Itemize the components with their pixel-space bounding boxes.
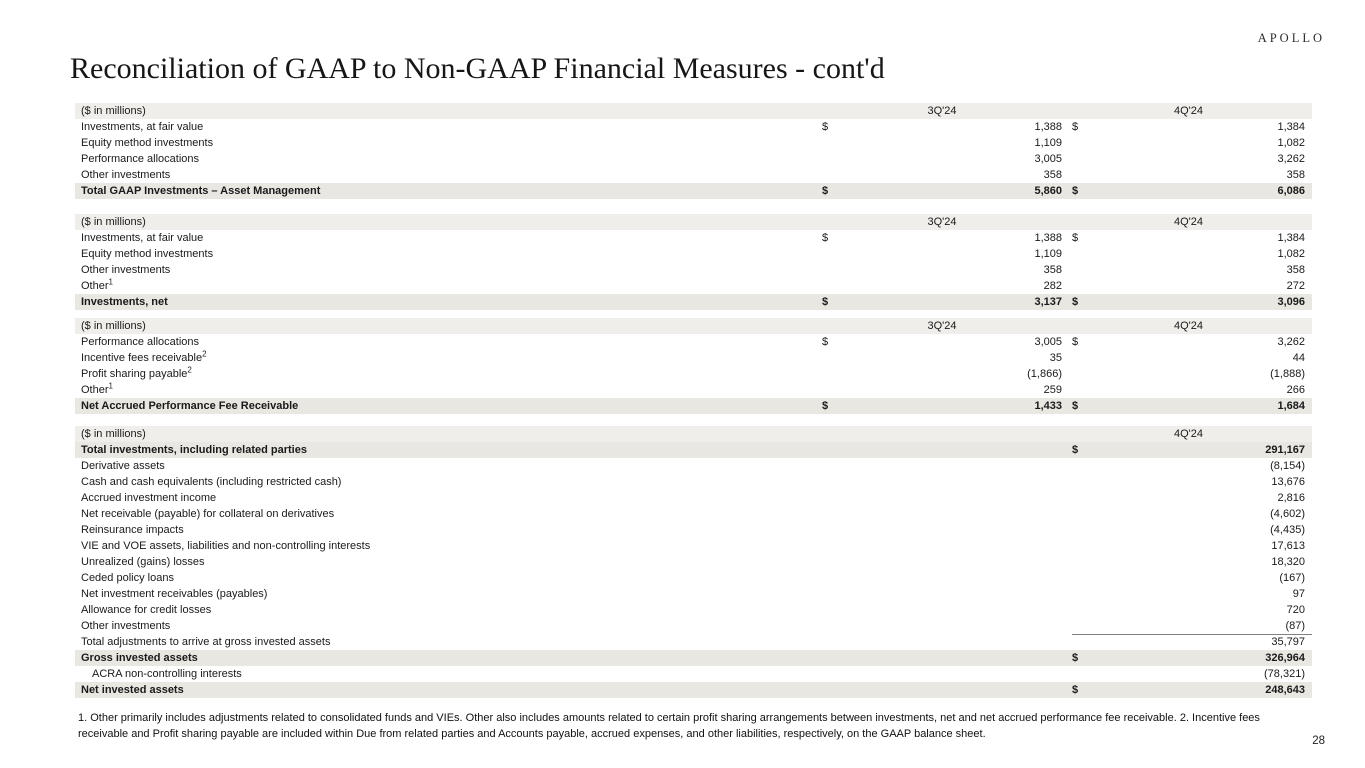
dollar-sign-4q24: $ xyxy=(1072,400,1079,412)
table-header-row xyxy=(75,214,1312,230)
dollar-sign-3q24: $ xyxy=(822,232,829,244)
dollar-sign-3q24 xyxy=(822,586,842,602)
col-header-4q24: 4Q'24 xyxy=(1173,105,1203,117)
table-row xyxy=(75,650,1312,666)
dollar-sign-4q24 xyxy=(1072,522,1092,538)
row-label: Other$^1$ xyxy=(81,381,113,396)
value-4q24: 2,816 xyxy=(1277,492,1305,504)
financial-table xyxy=(75,214,1312,310)
value-4q24: 248,643 xyxy=(1265,684,1305,696)
table-row xyxy=(75,490,1312,506)
value-4q24: (8,154) xyxy=(1270,460,1305,472)
table-header-row xyxy=(75,318,1312,334)
dollar-sign-3q24 xyxy=(822,490,842,506)
unit-label: ($ in millions) xyxy=(81,216,146,228)
value-4q24: 358 xyxy=(1286,169,1305,181)
dollar-sign-4q24 xyxy=(1072,634,1092,650)
value-4q24: 97 xyxy=(1292,588,1305,600)
dollar-sign-4q24: $ xyxy=(1072,684,1079,696)
value-3q24: (1,866) xyxy=(1027,368,1062,380)
value-4q24: (4,602) xyxy=(1270,508,1305,520)
dollar-sign-4q24 xyxy=(1072,151,1092,167)
dollar-sign-4q24 xyxy=(1072,382,1092,398)
value-3q24: 282 xyxy=(1043,280,1062,292)
dollar-sign-3q24 xyxy=(822,602,842,618)
footnote-ref: 1 xyxy=(108,381,113,391)
table-row xyxy=(75,458,1312,474)
value-3q24 xyxy=(842,650,1062,666)
dollar-sign-3q24: $ xyxy=(822,336,829,348)
row-label: Total GAAP Investments – Asset Management xyxy=(81,185,321,197)
dollar-sign-3q24 xyxy=(822,442,842,458)
dollar-sign-3q24: $ xyxy=(822,121,829,133)
value-3q24 xyxy=(842,474,1062,490)
dollar-sign-4q24: $ xyxy=(1072,444,1079,456)
value-3q24: 358 xyxy=(1043,264,1062,276)
value-4q24: 720 xyxy=(1286,604,1305,616)
value-4q24: 1,384 xyxy=(1277,121,1305,133)
dollar-sign-4q24 xyxy=(1072,246,1092,262)
row-label: Other investments xyxy=(81,264,171,276)
value-4q24: 1,082 xyxy=(1277,248,1305,260)
value-3q24 xyxy=(842,634,1062,650)
value-4q24: 35,797 xyxy=(1271,636,1305,648)
dollar-sign-4q24 xyxy=(1072,538,1092,554)
dollar-sign-4q24 xyxy=(1072,570,1092,586)
value-3q24: 1,388 xyxy=(1034,121,1062,133)
footnote-ref: 2 xyxy=(187,365,192,375)
table-row xyxy=(75,151,1312,167)
value-4q24: 1,082 xyxy=(1277,137,1305,149)
value-4q24: 1,684 xyxy=(1277,400,1305,412)
dollar-sign-3q24 xyxy=(822,366,842,382)
value-4q24: (4,435) xyxy=(1270,524,1305,536)
value-3q24: 1,433 xyxy=(1034,400,1062,412)
dollar-sign-4q24 xyxy=(1072,506,1092,522)
table-row xyxy=(75,294,1312,310)
value-4q24: 17,613 xyxy=(1271,540,1305,552)
value-3q24: 3,005 xyxy=(1034,336,1062,348)
dollar-sign-4q24 xyxy=(1072,262,1092,278)
row-label: Performance allocations xyxy=(81,336,200,348)
value-4q24: 1,384 xyxy=(1277,232,1305,244)
value-4q24: 358 xyxy=(1286,264,1305,276)
col-header-4q24: 4Q'24 xyxy=(1173,428,1203,440)
value-4q24: 44 xyxy=(1292,352,1305,364)
col-header-3q24: 3Q'24 xyxy=(927,105,957,117)
value-4q24: 18,320 xyxy=(1271,556,1305,568)
row-label: Equity method investments xyxy=(81,137,214,149)
row-label: Accrued investment income xyxy=(81,492,217,504)
unit-label: ($ in millions) xyxy=(81,428,146,440)
value-3q24 xyxy=(842,442,1062,458)
financial-table xyxy=(75,426,1312,698)
value-3q24: 1,388 xyxy=(1034,232,1062,244)
row-label: Ceded policy loans xyxy=(81,572,174,584)
dollar-sign-4q24: $ xyxy=(1072,336,1079,348)
table-row xyxy=(75,366,1312,382)
value-4q24: (78,321) xyxy=(1264,668,1305,680)
row-label: Net invested assets xyxy=(81,684,184,696)
value-3q24 xyxy=(842,458,1062,474)
apollo-logo: APOLLO xyxy=(1257,31,1325,45)
row-label: Equity method investments xyxy=(81,248,214,260)
value-3q24: 3,137 xyxy=(1034,296,1062,308)
sum-rule-line xyxy=(1072,634,1312,635)
table-row xyxy=(75,246,1312,262)
dollar-sign-4q24 xyxy=(1072,602,1092,618)
dollar-sign-3q24 xyxy=(822,554,842,570)
table-row xyxy=(75,230,1312,246)
row-label: Derivative assets xyxy=(81,460,165,472)
dollar-sign-4q24 xyxy=(1072,666,1092,682)
dollar-sign-4q24 xyxy=(1072,366,1092,382)
dollar-sign-4q24: $ xyxy=(1072,652,1079,664)
table-header-row xyxy=(75,426,1312,442)
row-label: Unrealized (gains) losses xyxy=(81,556,205,568)
row-label: Performance allocations xyxy=(81,153,200,165)
table-row xyxy=(75,634,1312,650)
value-4q24: 3,096 xyxy=(1277,296,1305,308)
row-label: Profit sharing payable$^2$ xyxy=(81,365,192,380)
row-label: VIE and VOE assets, liabilities and non-controlling interests xyxy=(81,540,371,552)
unit-label: ($ in millions) xyxy=(81,105,146,117)
table-row xyxy=(75,538,1312,554)
value-3q24 xyxy=(842,506,1062,522)
col-header-3q24: 3Q'24 xyxy=(927,320,957,332)
table-row xyxy=(75,350,1312,366)
row-label: Net receivable (payable) for collateral on derivatives xyxy=(81,508,335,520)
value-3q24 xyxy=(842,586,1062,602)
dollar-sign-4q24 xyxy=(1072,135,1092,151)
dollar-sign-4q24 xyxy=(1072,167,1092,183)
unit-label: ($ in millions) xyxy=(81,320,146,332)
col-header-4q24: 4Q'24 xyxy=(1173,320,1203,332)
dollar-sign-3q24 xyxy=(822,151,842,167)
col-header-3q24 xyxy=(822,426,1062,442)
dollar-sign-3q24 xyxy=(822,666,842,682)
dollar-sign-3q24: $ xyxy=(822,400,829,412)
row-label: Other investments xyxy=(81,169,171,181)
value-3q24: 35 xyxy=(1049,352,1062,364)
value-4q24: 326,964 xyxy=(1265,652,1305,664)
table-row xyxy=(75,262,1312,278)
row-label: Incentive fees receivable$^2$ xyxy=(81,349,207,364)
table-header-row xyxy=(75,103,1312,119)
value-3q24 xyxy=(842,522,1062,538)
col-header-3q24: 3Q'24 xyxy=(927,216,957,228)
table-row xyxy=(75,554,1312,570)
row-label: Net investment receivables (payables) xyxy=(81,588,268,600)
row-label: Allowance for credit losses xyxy=(81,604,212,616)
page-number: 28 xyxy=(1312,735,1325,747)
table-row xyxy=(75,398,1312,414)
value-4q24: 272 xyxy=(1286,280,1305,292)
value-3q24 xyxy=(842,666,1062,682)
dollar-sign-4q24: $ xyxy=(1072,185,1079,197)
value-4q24: (1,888) xyxy=(1270,368,1305,380)
row-label: Other$^1$ xyxy=(81,277,113,292)
dollar-sign-4q24 xyxy=(1072,474,1092,490)
row-label: Net Accrued Performance Fee Receivable xyxy=(81,400,299,412)
table-row xyxy=(75,334,1312,350)
dollar-sign-3q24 xyxy=(822,135,842,151)
dollar-sign-3q24 xyxy=(822,650,842,666)
footnote-ref: 2 xyxy=(202,349,207,359)
dollar-sign-4q24 xyxy=(1072,618,1092,634)
table-row xyxy=(75,183,1312,199)
value-4q24: 6,086 xyxy=(1277,185,1305,197)
value-3q24 xyxy=(842,490,1062,506)
row-label: ACRA non-controlling interests xyxy=(92,668,242,680)
table-row xyxy=(75,682,1312,698)
dollar-sign-3q24 xyxy=(822,618,842,634)
table-row xyxy=(75,602,1312,618)
dollar-sign-4q24 xyxy=(1072,554,1092,570)
row-label: Total investments, including related parties xyxy=(81,444,307,456)
dollar-sign-3q24 xyxy=(822,506,842,522)
dollar-sign-3q24 xyxy=(822,262,842,278)
value-4q24: 3,262 xyxy=(1277,153,1305,165)
dollar-sign-3q24 xyxy=(822,522,842,538)
dollar-sign-3q24 xyxy=(822,246,842,262)
table-row xyxy=(75,506,1312,522)
dollar-sign-4q24 xyxy=(1072,350,1092,366)
value-3q24: 5,860 xyxy=(1034,185,1062,197)
table-row xyxy=(75,135,1312,151)
financial-table xyxy=(75,103,1312,199)
value-4q24: 291,167 xyxy=(1265,444,1305,456)
value-3q24 xyxy=(842,554,1062,570)
table-row xyxy=(75,119,1312,135)
table-row xyxy=(75,618,1312,634)
dollar-sign-4q24: $ xyxy=(1072,121,1079,133)
dollar-sign-3q24 xyxy=(822,570,842,586)
value-3q24 xyxy=(842,602,1062,618)
dollar-sign-3q24 xyxy=(822,634,842,650)
value-4q24: 13,676 xyxy=(1271,476,1305,488)
row-label: Investments, net xyxy=(81,296,168,308)
col-header-4q24: 4Q'24 xyxy=(1173,216,1203,228)
dollar-sign-3q24 xyxy=(822,458,842,474)
table-row xyxy=(75,522,1312,538)
dollar-sign-4q24: $ xyxy=(1072,232,1079,244)
table-row xyxy=(75,474,1312,490)
footnote-text: 1. Other primarily includes adjustments related to consolidated funds and VIEs. Other also includes amounts related to certain profit sharing arrangements between investments, net and net accrued performance fee receivable. 2. Incentive fees receivable and Profit sharing payable are included within Due from related parties and Accounts payable, accrued expenses, and other liabilities, respectively, on the GAAP balance sheet. xyxy=(78,712,1260,740)
value-4q24: 3,262 xyxy=(1277,336,1305,348)
financial-table xyxy=(75,318,1312,414)
dollar-sign-3q24: $ xyxy=(822,185,829,197)
value-3q24: 259 xyxy=(1043,384,1062,396)
row-label: Other investments xyxy=(81,620,171,632)
dollar-sign-3q24 xyxy=(822,350,842,366)
dollar-sign-3q24 xyxy=(822,682,842,698)
value-3q24 xyxy=(842,570,1062,586)
value-3q24 xyxy=(842,682,1062,698)
dollar-sign-3q24 xyxy=(822,167,842,183)
dollar-sign-3q24 xyxy=(822,278,842,294)
dollar-sign-3q24 xyxy=(822,382,842,398)
table-row xyxy=(75,586,1312,602)
row-label: Investments, at fair value xyxy=(81,121,204,133)
value-3q24 xyxy=(842,618,1062,634)
value-3q24: 1,109 xyxy=(1034,248,1062,260)
dollar-sign-4q24: $ xyxy=(1072,296,1079,308)
table-row xyxy=(75,278,1312,294)
row-label: Total adjustments to arrive at gross invested assets xyxy=(81,636,331,648)
page-title: Reconciliation of GAAP to Non-GAAP Financial Measures - cont'd xyxy=(70,52,885,85)
dollar-sign-4q24 xyxy=(1072,278,1092,294)
table-row xyxy=(75,570,1312,586)
dollar-sign-3q24 xyxy=(822,474,842,490)
value-4q24: (87) xyxy=(1285,620,1305,632)
row-label: Investments, at fair value xyxy=(81,232,204,244)
value-3q24 xyxy=(842,538,1062,554)
dollar-sign-4q24 xyxy=(1072,458,1092,474)
dollar-sign-4q24 xyxy=(1072,490,1092,506)
row-label: Cash and cash equivalents (including restricted cash) xyxy=(81,476,342,488)
table-row xyxy=(75,167,1312,183)
dollar-sign-3q24 xyxy=(822,538,842,554)
dollar-sign-3q24: $ xyxy=(822,296,829,308)
value-3q24: 358 xyxy=(1043,169,1062,181)
table-row xyxy=(75,666,1312,682)
table-row xyxy=(75,382,1312,398)
row-label: Reinsurance impacts xyxy=(81,524,184,536)
value-3q24: 1,109 xyxy=(1034,137,1062,149)
value-3q24: 3,005 xyxy=(1034,153,1062,165)
value-4q24: (167) xyxy=(1279,572,1305,584)
row-label: Gross invested assets xyxy=(81,652,198,664)
value-4q24: 266 xyxy=(1286,384,1305,396)
table-row xyxy=(75,442,1312,458)
footnote-ref: 1 xyxy=(108,277,113,287)
dollar-sign-4q24 xyxy=(1072,586,1092,602)
